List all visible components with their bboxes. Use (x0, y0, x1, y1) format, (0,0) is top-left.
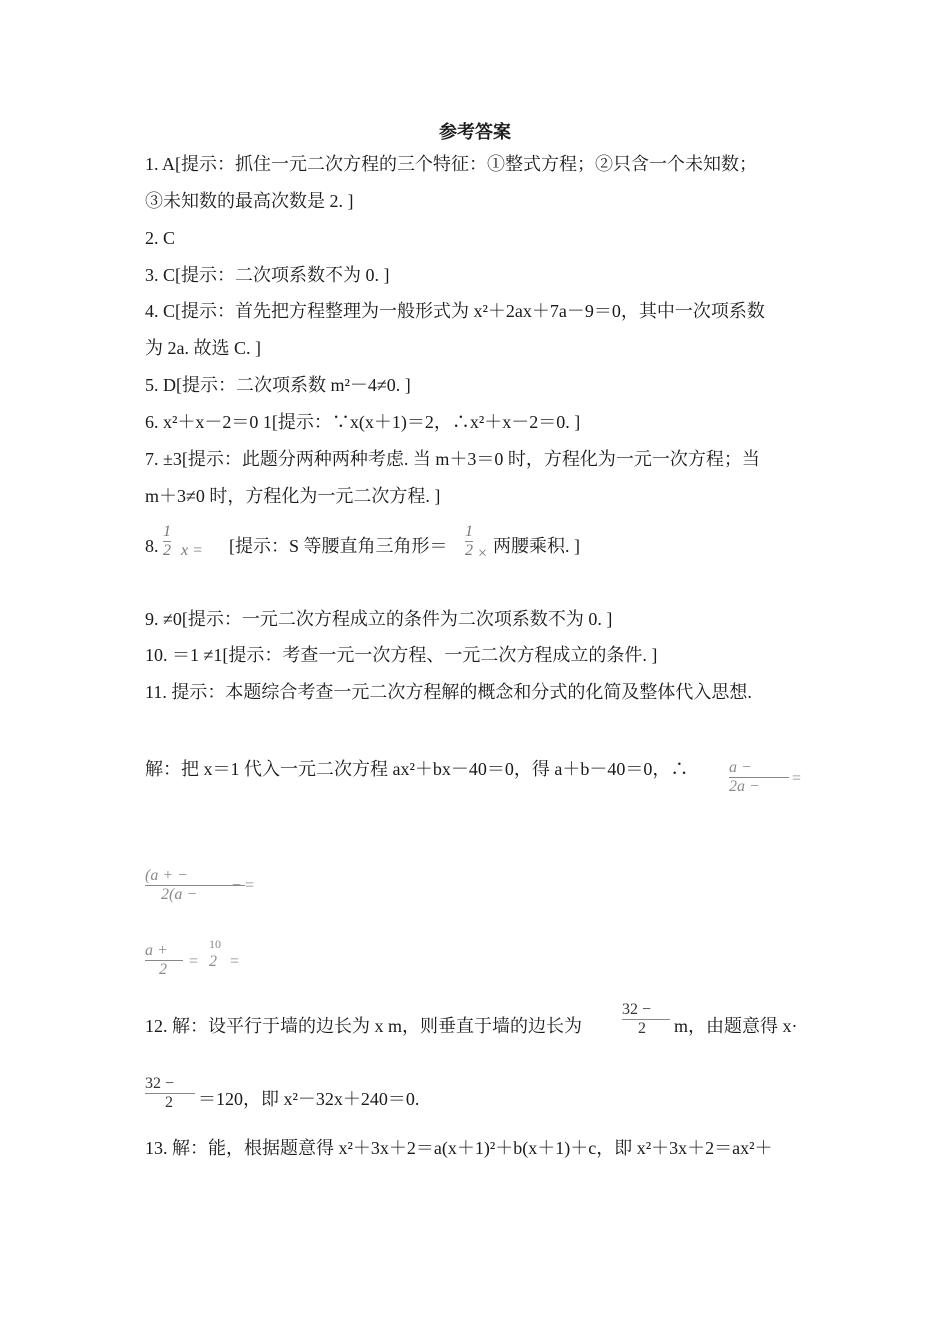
fraction-numerator: (a + − (145, 867, 188, 884)
answer-8-fraction-1 (163, 523, 171, 560)
fraction-numerator: a − (729, 759, 752, 776)
fraction-denominator: 2 (159, 961, 167, 978)
answer-13: 13. 解：能，根据题意得 x²＋3x＋2＝a(x＋1)²＋b(x＋1)＋c，即 x²＋3x＋2＝ax²＋ (145, 1138, 773, 1158)
answer-11-fraction-4-tail: = (230, 953, 240, 970)
answer-11-fraction-1-tail: = (792, 770, 802, 787)
answer-4-line-1: 4. C[提示：首先把方程整理为一般形式为 x²＋2ax＋7a－9＝0，其中一次项系数 (145, 301, 765, 321)
answer-11-fraction-3-eq: = (189, 953, 199, 970)
answer-11-hint: 11. 提示：本题综合考查一元二次方程解的概念和分式的化简及整体代入思想. (145, 682, 752, 702)
answer-9: 9. ≠0[提示：一元二次方程成立的条件为二次项系数不为 0. ] (145, 609, 613, 629)
answer-12-line-1-tail: m，由题意得 x· (674, 1016, 798, 1036)
answer-8-fraction-2-tail: × (478, 545, 488, 562)
fraction-numerator: 1 (465, 523, 473, 540)
fraction-denominator: 2 (209, 953, 217, 970)
answer-8-number: 8. (145, 536, 159, 556)
answer-11-fraction-1 (729, 759, 789, 796)
answer-6: 6. x²＋x－2＝0 1[提示：∵x(x＋1)＝2，∴x²＋x－2＝0. ] (145, 412, 581, 432)
answer-12-fraction-2 (145, 1075, 195, 1112)
answer-3: 3. C[提示：二次项系数不为 0. ] (145, 265, 390, 285)
fraction-numerator: 32 − (622, 1001, 652, 1018)
answer-1-line-1: 1. A[提示：抓住一元二次方程的三个特征：①整式方程；②只含一个未知数； (145, 154, 757, 174)
answer-7-line-2: m＋3≠0 时，方程化为一元二次方程. ] (145, 486, 441, 506)
fraction-numerator: 32 − (145, 1075, 175, 1092)
answer-7-line-1: 7. ±3[提示：此题分两种两种考虑. 当 m＋3＝0 时，方程化为一元一次方程；当 (145, 449, 760, 469)
answer-8-fraction-1-tail: x = (181, 542, 203, 559)
answer-11-fraction-2 (145, 867, 245, 904)
fraction-denominator: 2 (465, 542, 473, 559)
answer-5: 5. D[提示：二次项系数 m²－4≠0. ] (145, 375, 411, 395)
answer-11-fraction-4 (209, 936, 221, 970)
answer-4-line-2: 为 2a. 故选 C. ] (145, 338, 261, 358)
fraction-denominator: 2a − (729, 778, 760, 795)
fraction-denominator: 2 (165, 1094, 173, 1111)
answer-12-fraction-1 (622, 1001, 670, 1038)
answer-12-line-2: ＝120，即 x²－32x＋240＝0. (198, 1089, 420, 1109)
answer-12-line-1: 12. 解：设平行于墙的边长为 x m，则垂直于墙的边长为 (145, 1016, 582, 1036)
fraction-numerator: 10 (209, 937, 221, 951)
answer-2: 2. C (145, 228, 176, 248)
answer-8-fraction-2 (465, 523, 473, 560)
answer-8-hint-tail: 两腰乘积. ] (493, 536, 580, 556)
fraction-denominator: 2 (163, 542, 171, 559)
answer-11-fraction-2-tail: − = (232, 877, 255, 894)
answer-1-line-2: ③未知数的最高次数是 2. ] (145, 191, 354, 211)
answer-11-fraction-3 (145, 942, 183, 979)
answer-11-solution: 解：把 x＝1 代入一元二次方程 ax²＋bx－40＝0，得 a＋b－40＝0，∴ (145, 759, 689, 779)
answer-10: 10. ＝1 ≠1[提示：考查一元一次方程、一元二次方程成立的条件. ] (145, 645, 658, 665)
fraction-denominator: 2 (638, 1020, 646, 1037)
fraction-denominator: 2(a − (161, 886, 198, 903)
answer-8-hint: [提示：S 等腰直角三角形＝ (229, 536, 448, 556)
page-title: 参考答案 (439, 122, 511, 142)
fraction-numerator: 1 (163, 523, 171, 540)
fraction-numerator: a + (145, 942, 168, 959)
